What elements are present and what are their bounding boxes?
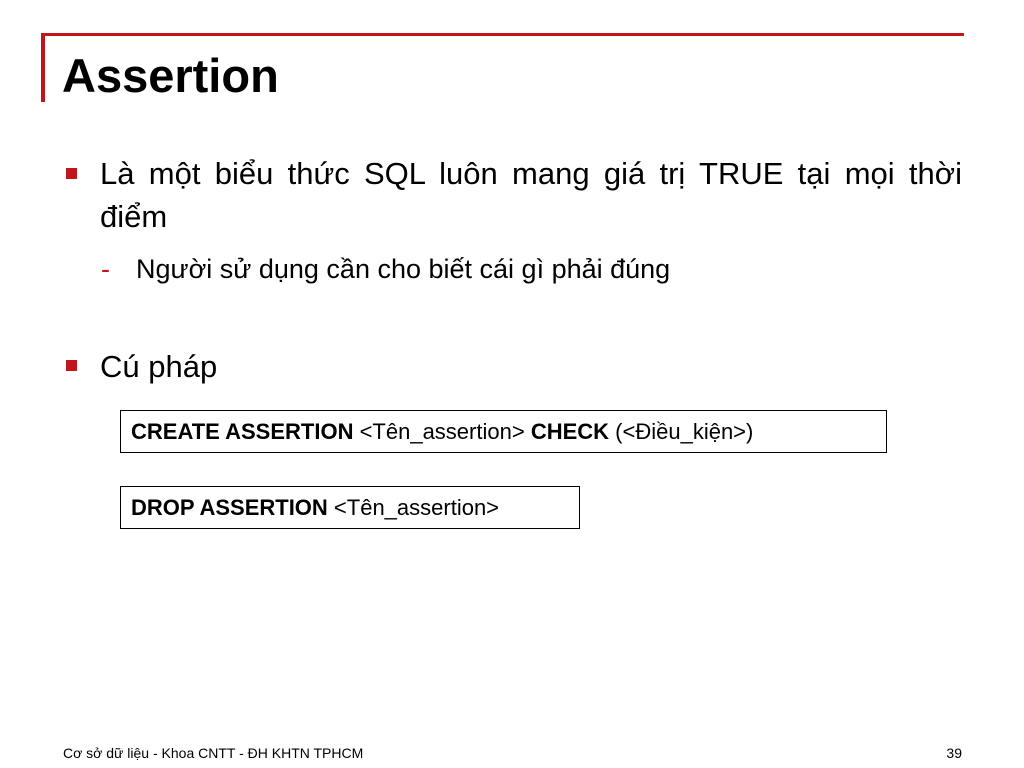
drop-assertion-syntax-box: [120, 486, 580, 529]
assertion-name-placeholder: <Tên_assertion>: [327, 495, 500, 520]
keyword-check: CHECK: [530, 419, 610, 444]
assertion-name-placeholder: <Tên_assertion>: [353, 419, 531, 444]
keyword-drop-assertion: DROP ASSERTION: [131, 495, 328, 520]
footer-page-number: 39: [946, 745, 962, 761]
slide-title: Assertion: [62, 49, 279, 102]
keyword-create-assertion: CREATE ASSERTION: [131, 419, 354, 444]
bullet-definition: Là một biểu thức SQL luôn mang giá trị TRUE tại mọi thời điểm: [100, 156, 962, 234]
sub-bullet-user-requirement: Người sử dụng cần cho biết cái gì phải đúng: [136, 254, 671, 284]
square-bullet-icon: [66, 360, 77, 371]
dash-bullet-icon: -: [101, 254, 110, 284]
bullet-syntax: Cú pháp: [100, 349, 218, 384]
create-assertion-syntax-box: [120, 410, 887, 453]
title-left-rule: [41, 33, 45, 102]
title-top-rule: [42, 33, 964, 36]
condition-placeholder: (<Điều_kiện>): [609, 419, 754, 444]
square-bullet-icon: [66, 168, 77, 179]
footer-course-label: Cơ sở dữ liệu - Khoa CNTT - ĐH KHTN TPHCM: [63, 745, 364, 761]
